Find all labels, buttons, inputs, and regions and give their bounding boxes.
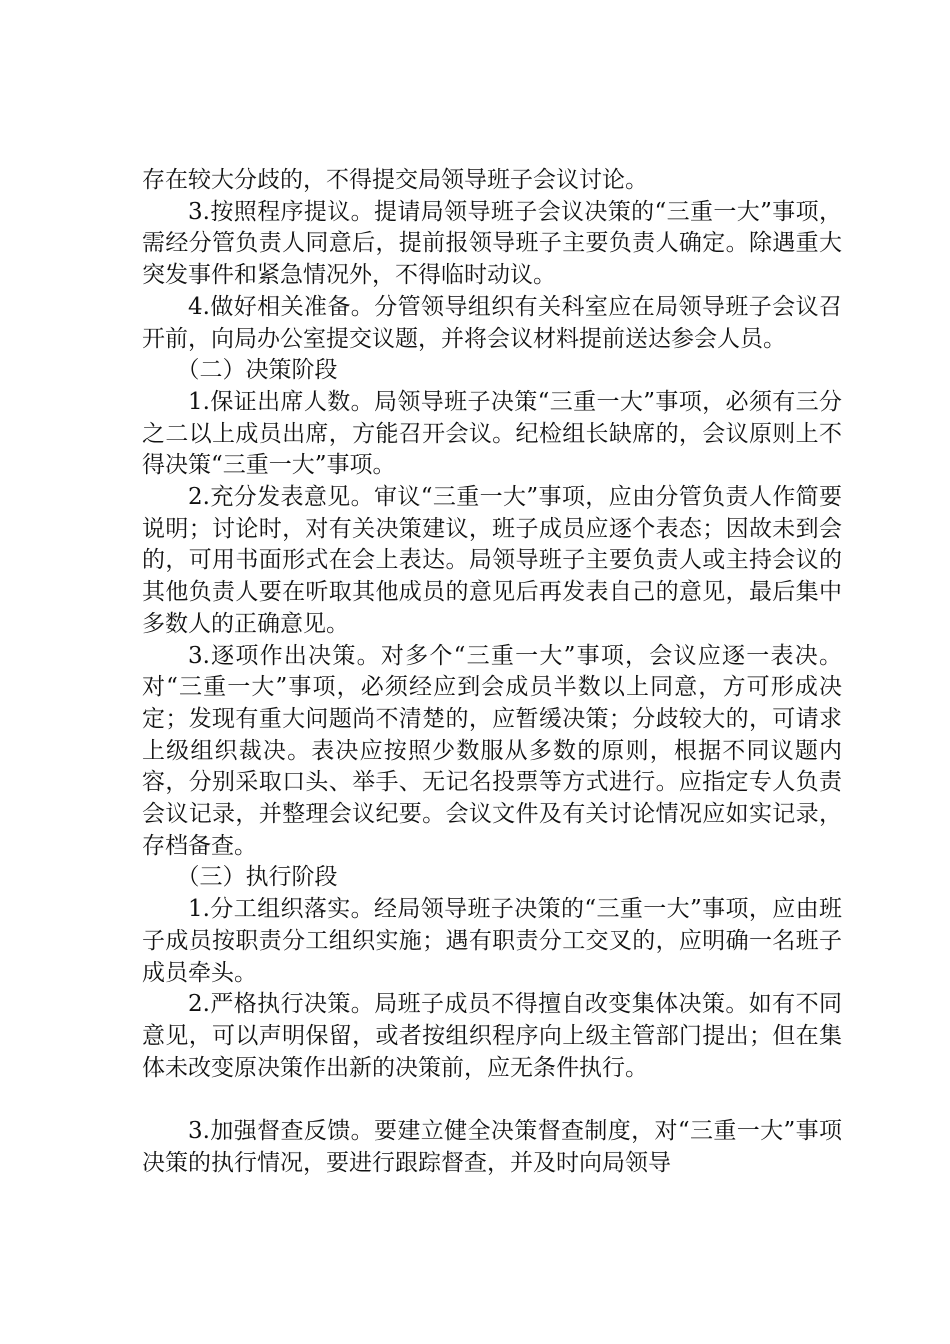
paragraph-procedure-proposal: 3.按照程序提议。提请局领导班子会议决策的“三重一大”事项，需经分管负责人同意后，提前报领导班子主要负责人确定。除遇重大突发事件和紧急情况外，不得临时动议。: [142, 198, 842, 289]
paragraph-supervision: 3.加强督查反馈。要建立健全决策督查制度，对“三重一大”事项决策的执行情况，要进行跟踪督查，并及时向局领导: [142, 1118, 842, 1177]
section-heading-decision: （二）决策阶段: [176, 357, 338, 384]
paragraph-preparation: 4.做好相关准备。分管领导组织有关科室应在局领导班子会议召开前，向局办公室提交议题，并将会议材料提前送达参会人员。: [142, 293, 842, 352]
paragraph-itemized-decision: 3.逐项作出决策。对多个“三重一大”事项，会议应逐一表决。对“三重一大”事项，必须经应到会成员半数以上同意，方可形成决定；发现有重大问题尚不清楚的，应暂缓决策；分歧较大的，可请求上级组织裁决。表决应按照少数服从多数的原则，根据不同议题内容，分别采取口头、举手、无记名投票等方式进行。应指定专人负责会议记录，并整理会议纪要。会议文件及有关讨论情况应如实记录，存档备查。: [142, 642, 842, 859]
document-page: [142, 165, 842, 1180]
paragraph-strict-execution: 2.严格执行决策。局班子成员不得擅自改变集体决策。如有不同意见，可以声明保留，或者按组织程序向上级主管部门提出；但在集体未改变原决策作出新的决策前，应无条件执行。: [142, 991, 842, 1081]
blank-line: [142, 1084, 842, 1116]
paragraph-implementation: 1.分工组织落实。经局领导班子决策的“三重一大”事项，应由班子成员按职责分工组织实施；遇有职责分工交叉的，应明确一名班子成员牵头。: [142, 896, 842, 986]
paragraph-continuation: 存在较大分歧的，不得提交局领导班子会议讨论。: [142, 167, 648, 193]
paragraph-attendance: 1.保证出席人数。局领导班子决策“三重一大”事项，必须有三分之二以上成员出席，方能召开会议。纪检组长缺席的，会议原则上不得决策“三重一大”事项。: [142, 388, 842, 479]
paragraph-opinions: 2.充分发表意见。审议“三重一大”事项，应由分管负责人作简要说明；讨论时，对有关决策建议，班子成员应逐个表态；因故未到会的，可用书面形式在会上表达。局领导班子主要负责人或主持会议的其他负责人要在听取其他成员的意见后再发表自己的意见，最后集中多数人的正确意见。: [142, 484, 842, 637]
section-heading-execution: （三）执行阶段: [176, 864, 338, 891]
